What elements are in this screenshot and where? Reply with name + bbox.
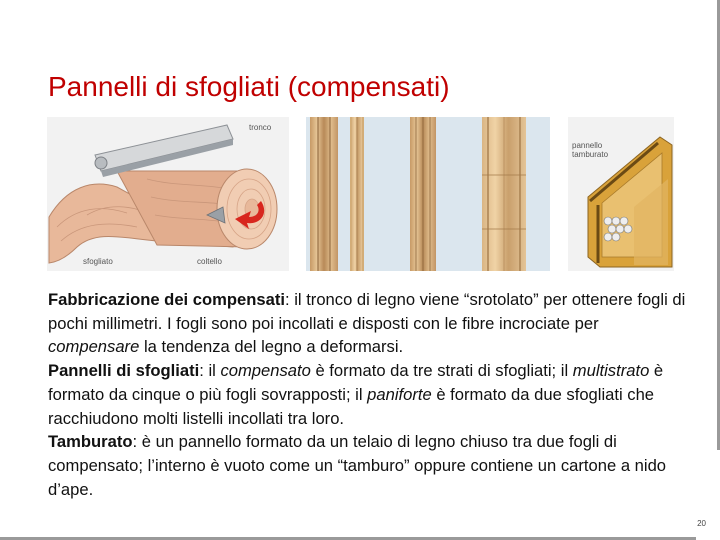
term-fabbricazione: Fabbricazione dei compensati bbox=[48, 290, 285, 309]
em-multistrato: multistrato bbox=[572, 361, 650, 381]
plywood-panels-photo bbox=[306, 117, 550, 271]
label-tronco: tronco bbox=[249, 123, 272, 132]
label-pannello: pannello bbox=[572, 141, 603, 150]
term-tamburato: Tamburato bbox=[48, 432, 133, 452]
paragraph-fabbricazione bbox=[48, 288, 688, 359]
page-number: 20 bbox=[697, 519, 706, 528]
label-sfogliato: sfogliato bbox=[83, 257, 113, 266]
label-tamburato: tamburato bbox=[572, 150, 609, 159]
em-compensare: compensare bbox=[48, 337, 140, 357]
label-coltello: coltello bbox=[197, 257, 222, 266]
tamburato-panel-illustration bbox=[568, 117, 674, 271]
text-pannelli-2: è formato da tre strati di sfogliati; il bbox=[310, 361, 573, 381]
peeling-log-drawing bbox=[47, 117, 289, 271]
text-fabbricazione-2: la tendenza del legno a deformarsi. bbox=[139, 337, 404, 357]
paragraph-pannelli bbox=[48, 359, 688, 430]
text-fabbricazione-1: : il tronco di legno viene “srotolato” per ottenere fogli di pochi millimetri. I fogli sono poi incollati e disposti con le fibre incrociate per bbox=[48, 290, 686, 333]
term-pannelli: Pannelli di sfogliati bbox=[48, 361, 200, 381]
text-pannelli-1: : il bbox=[199, 361, 221, 381]
peeling-log-illustration bbox=[47, 117, 289, 271]
em-paniforte: paniforte bbox=[367, 384, 432, 404]
paragraph-tamburato bbox=[48, 430, 688, 501]
text-tamburato: : è un pannello formato da un telaio di legno chiuso tra due fogli di compensato; l’interno è vuoto come un “tamburo” oppure contiene un cartone a nido d’ape. bbox=[48, 432, 667, 499]
text-pannelli-3: è formato da cinque o più fogli sovrapposti; il bbox=[48, 361, 664, 404]
body-text bbox=[48, 288, 688, 501]
slide-title: Pannelli di sfogliati (compensati) bbox=[48, 70, 450, 102]
em-compensato: compensato bbox=[220, 361, 311, 381]
text-pannelli-4: è formato da due sfogliati che racchiudono molti listelli incollati tra loro. bbox=[48, 384, 655, 428]
plywood-panels-drawing bbox=[306, 117, 550, 271]
